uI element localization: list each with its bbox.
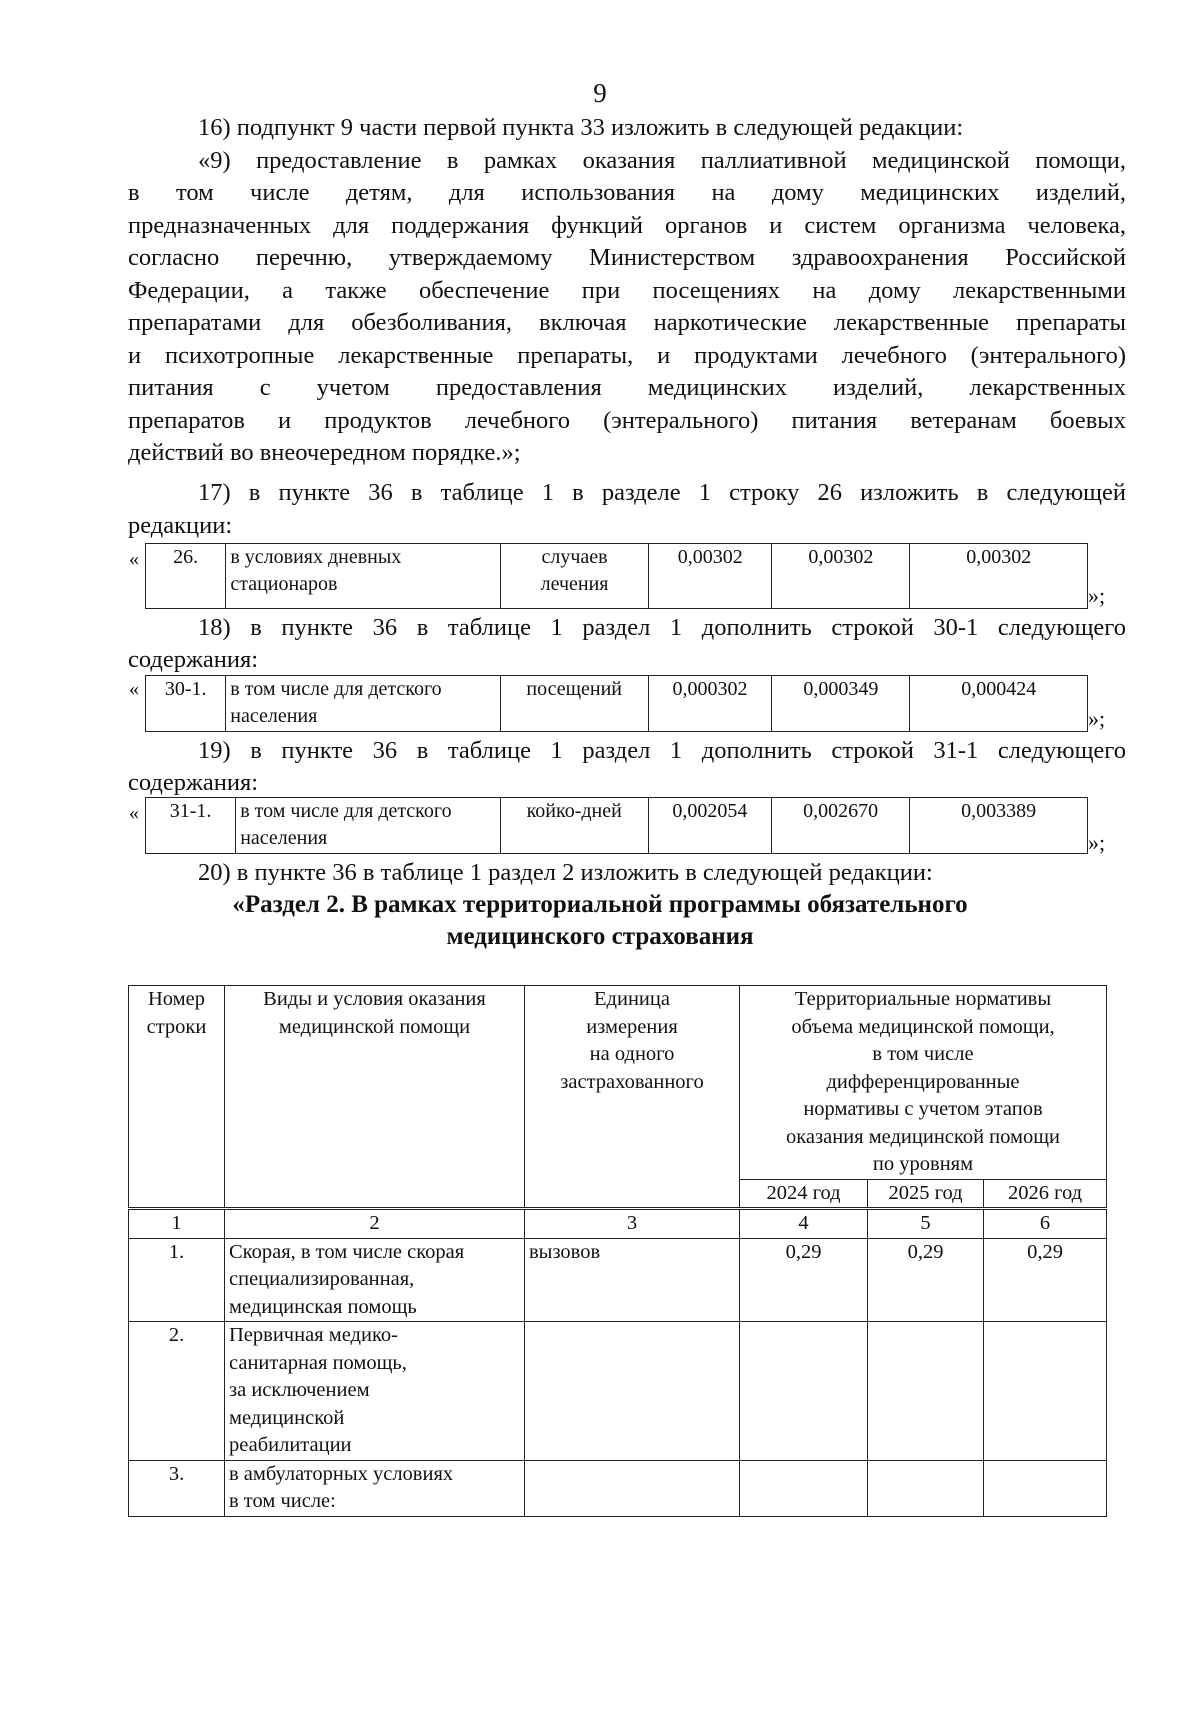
row-unit bbox=[525, 1322, 740, 1461]
header-year-2024: 2024 год bbox=[740, 1179, 868, 1209]
item-16-line: согласно перечню, утверждаемому Министерством здравоохранения Российской bbox=[128, 244, 1126, 271]
item-19-line: 19) в пункте 36 в таблице 1 раздел 1 дополнить строкой 31-1 следующего bbox=[198, 737, 1126, 764]
row-unit bbox=[525, 1460, 740, 1516]
row-name: в условиях дневных стационаров bbox=[226, 544, 501, 609]
header-care-kind: Виды и условия оказания медицинской помощи bbox=[225, 986, 525, 1209]
item-16-line: «9) предоставление в рамках оказания паллиативной медицинской помощи, bbox=[198, 147, 1126, 174]
row-value-2026 bbox=[984, 1322, 1107, 1461]
header-unit: Единица измерения на одного застрахованного bbox=[525, 986, 740, 1209]
table-row bbox=[129, 1460, 1107, 1516]
item-16-line: питания с учетом предоставления медицинских изделий, лекарственных bbox=[128, 374, 1126, 401]
column-number: 1 bbox=[129, 1209, 225, 1239]
row-value-2025: 0,29 bbox=[868, 1238, 984, 1322]
item-18-line: содержания: bbox=[128, 646, 259, 673]
row-number: 3. bbox=[129, 1460, 225, 1516]
row-name: в амбулаторных условиях в том числе: bbox=[225, 1460, 525, 1516]
header-norms: Территориальные нормативы объема медицинской помощи, в том числе дифференцированные нормативы с учетом этапов оказания медицинской помощи по уровням bbox=[740, 986, 1107, 1180]
item-19-line: содержания: bbox=[128, 769, 259, 796]
row-value-2024 bbox=[740, 1460, 868, 1516]
row-name: в том числе для детского населения bbox=[236, 798, 501, 854]
row-value-2026: 0,29 bbox=[984, 1238, 1107, 1322]
row-name: Первичная медико- санитарная помощь, за исключением медицинской реабилитации bbox=[225, 1322, 525, 1461]
item-16-line: предназначенных для поддержания функций органов и систем организма человека, bbox=[128, 212, 1126, 239]
quote-close: »; bbox=[1088, 830, 1106, 855]
item-16-line: препаратов и продуктов лечебного (энтерального) питания ветеранам боевых bbox=[128, 407, 1126, 434]
column-number: 2 bbox=[225, 1209, 525, 1239]
row-name: Скорая, в том числе скорая специализированная, медицинская помощь bbox=[225, 1238, 525, 1322]
row-value-2025: 0,00302 bbox=[772, 544, 910, 609]
row-value-2024: 0,00302 bbox=[649, 544, 772, 609]
header-year-2025: 2025 год bbox=[868, 1179, 984, 1209]
row-number: 30-1. bbox=[146, 676, 226, 732]
row-number: 1. bbox=[129, 1238, 225, 1322]
row-value-2026 bbox=[984, 1460, 1107, 1516]
row-value-2025: 0,000349 bbox=[772, 676, 910, 732]
row-name: в том числе для детского населения bbox=[226, 676, 500, 732]
table-header-row bbox=[129, 986, 1107, 1180]
item-16-line: и психотропные лекарственные препараты, и продуктами лечебного (энтерального) bbox=[128, 342, 1126, 369]
item-16-line: препаратами для обезболивания, включая наркотические лекарственные препараты bbox=[128, 309, 1126, 336]
row-unit: вызовов bbox=[525, 1238, 740, 1322]
column-number: 3 bbox=[525, 1209, 740, 1239]
item-20-line: 20) в пункте 36 в таблице 1 раздел 2 изложить в следующей редакции: bbox=[198, 859, 933, 886]
snippet-table-row-26 bbox=[145, 543, 1088, 609]
row-unit: случаев лечения bbox=[501, 544, 649, 609]
row-value-2024 bbox=[740, 1322, 868, 1461]
row-number: 26. bbox=[146, 544, 226, 609]
row-number: 31-1. bbox=[146, 798, 236, 854]
row-unit: койко-дней bbox=[500, 798, 648, 854]
quote-close: »; bbox=[1088, 706, 1106, 731]
item-16-line: в том числе детям, для использования на дому медицинских изделий, bbox=[128, 179, 1126, 206]
quote-open: « bbox=[129, 548, 139, 570]
quote-open: « bbox=[129, 802, 139, 824]
table-row bbox=[129, 1238, 1107, 1322]
row-value-2024: 0,29 bbox=[740, 1238, 868, 1322]
main-table bbox=[128, 985, 1107, 1517]
item-17-line: 17) в пункте 36 в таблице 1 в разделе 1 строку 26 изложить в следующей bbox=[198, 479, 1126, 506]
item-16-line: действий во внеочередном порядке.»; bbox=[128, 439, 521, 466]
item-17-line: редакции: bbox=[128, 512, 233, 539]
section-title: «Раздел 2. В рамках территориальной программы обязательного bbox=[232, 891, 968, 918]
quote-close: »; bbox=[1088, 583, 1106, 608]
row-number: 2. bbox=[129, 1322, 225, 1461]
column-number: 5 bbox=[868, 1209, 984, 1239]
row-value-2025 bbox=[868, 1460, 984, 1516]
item-16-line: Федерации, а также обеспечение при посещениях на дому лекарственными bbox=[128, 277, 1126, 304]
row-value-2025 bbox=[868, 1322, 984, 1461]
snippet-table-row-30-1 bbox=[145, 675, 1088, 732]
item-16-heading: 16) подпункт 9 части первой пункта 33 изложить в следующей редакции: bbox=[198, 114, 964, 141]
header-year-2026: 2026 год bbox=[984, 1179, 1107, 1209]
row-value-2026: 0,00302 bbox=[910, 544, 1088, 609]
quote-open: « bbox=[129, 678, 139, 700]
page-number: 9 bbox=[593, 78, 607, 108]
row-value-2026: 0,000424 bbox=[910, 676, 1088, 732]
row-value-2025: 0,002670 bbox=[772, 798, 910, 854]
row-unit: посещений bbox=[500, 676, 648, 732]
row-value-2026: 0,003389 bbox=[910, 798, 1088, 854]
section-title: медицинского страхования bbox=[446, 923, 754, 950]
table-row bbox=[129, 1322, 1107, 1461]
column-number: 6 bbox=[984, 1209, 1107, 1239]
column-number: 4 bbox=[740, 1209, 868, 1239]
item-18-line: 18) в пункте 36 в таблице 1 раздел 1 дополнить строкой 30-1 следующего bbox=[198, 614, 1126, 641]
snippet-table-row-31-1 bbox=[145, 797, 1088, 854]
row-value-2024: 0,002054 bbox=[648, 798, 771, 854]
table-column-numbers bbox=[129, 1209, 1107, 1239]
header-row-number: Номер строки bbox=[129, 986, 225, 1209]
row-value-2024: 0,000302 bbox=[648, 676, 771, 732]
